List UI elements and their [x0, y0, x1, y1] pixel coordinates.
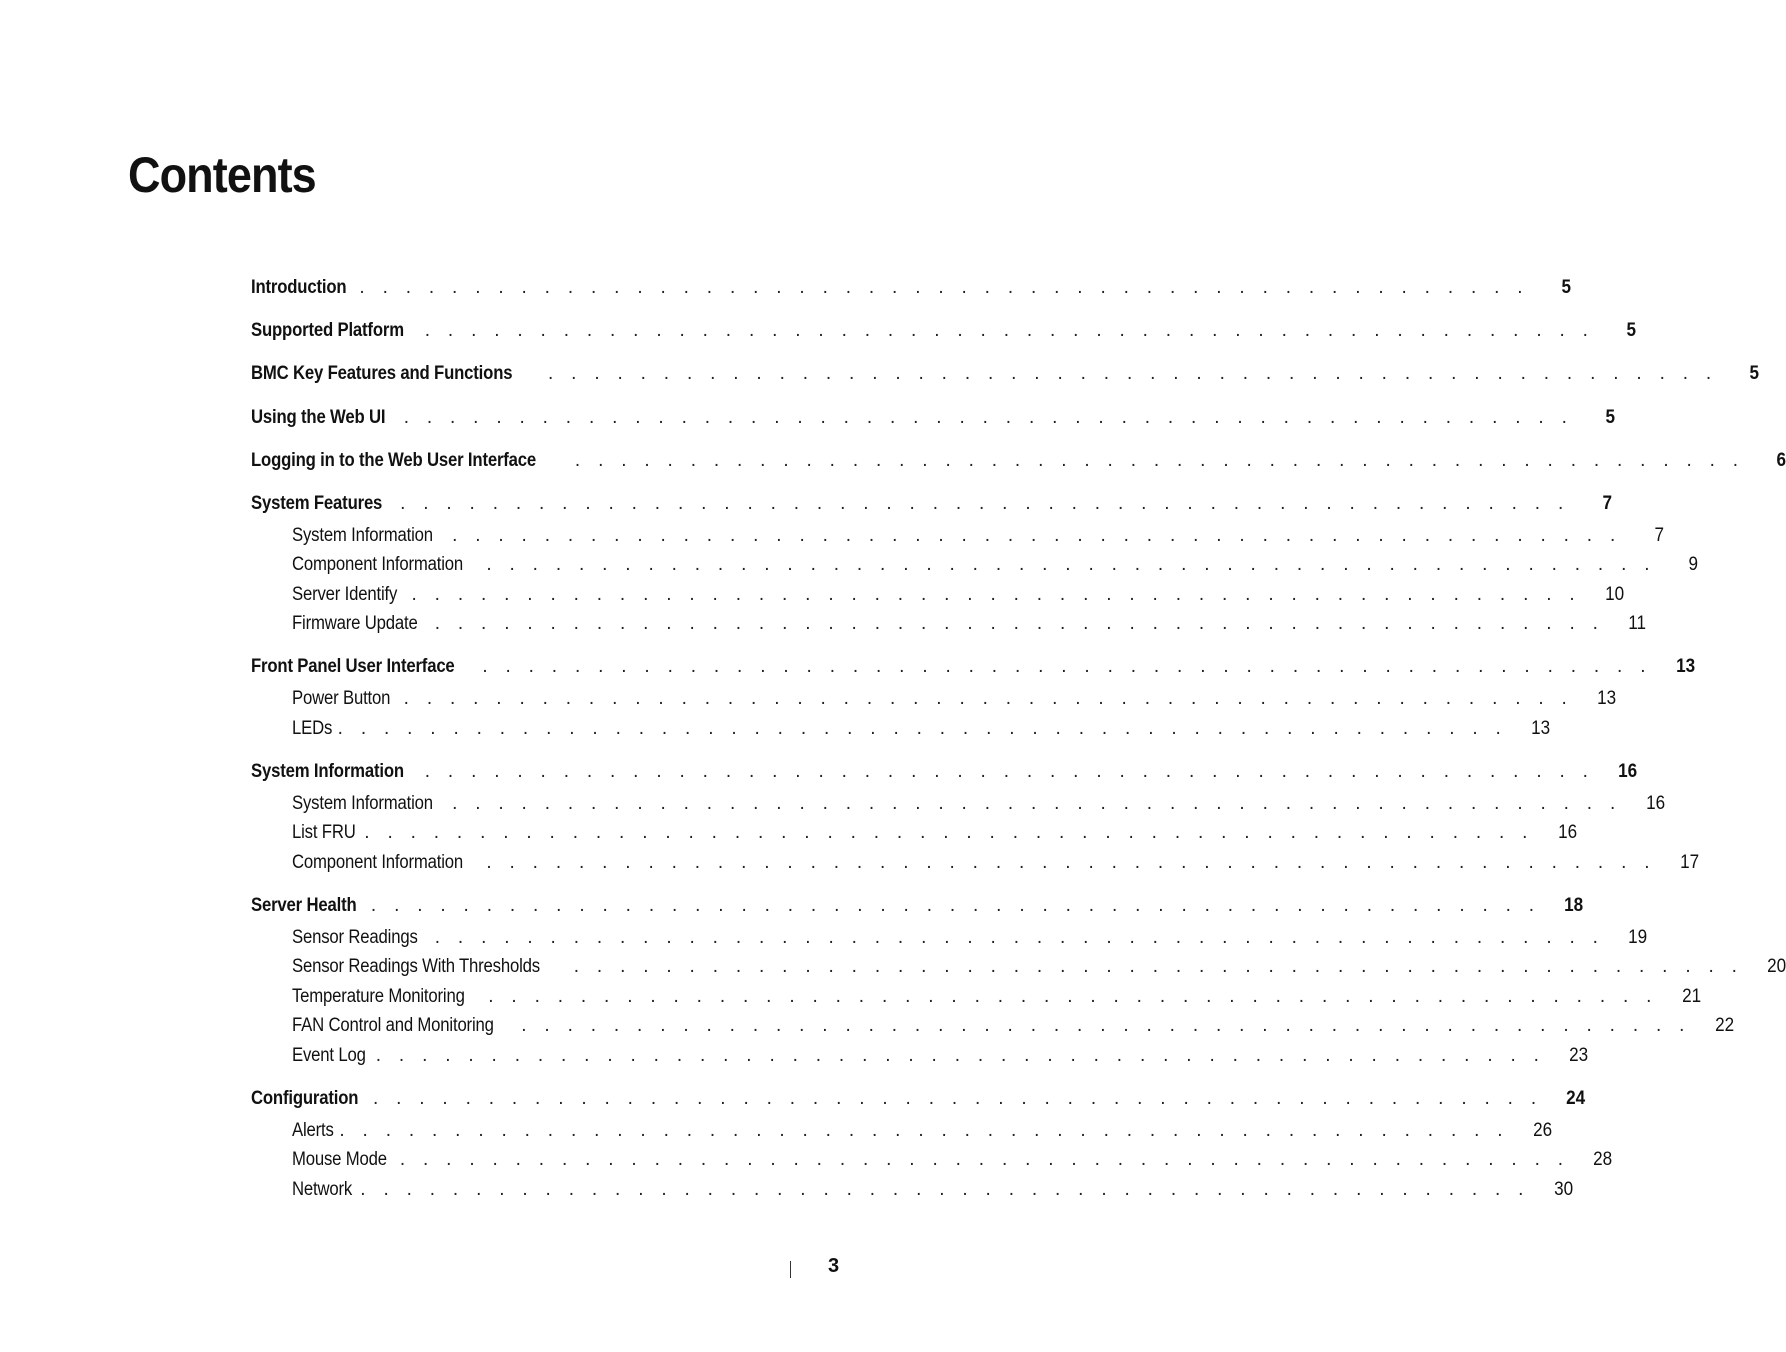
- toc-entry[interactable]: [251, 611, 1647, 637]
- toc-entry-page-number: 16: [1645, 793, 1665, 814]
- toc-entry-page-number: 20: [1767, 956, 1786, 977]
- toc-dot-leader: . . . . . . . . . . . . . . . . . . . . . . . . . . . . . . . . . . . . . . . . . . . . . . . . . . .: [337, 718, 1508, 739]
- toc-entry-page-number: 5: [1605, 407, 1616, 428]
- toc-entry[interactable]: [251, 491, 1612, 517]
- toc-entry-label: Server Identify: [292, 584, 398, 605]
- toc-entry-label: Sensor Readings With Thresholds: [292, 956, 540, 977]
- toc-entry-label: Power Button: [292, 688, 391, 709]
- toc-entry[interactable]: [251, 791, 1665, 817]
- toc-dot-leader: . . . . . . . . . . . . . . . . . . . . . . . . . . . . . . . . . . . . . . . . . . . . . . . . . . .: [424, 761, 1595, 782]
- toc-entry[interactable]: [251, 654, 1695, 680]
- toc-entry-page-number: 10: [1605, 584, 1625, 605]
- toc-entry[interactable]: [251, 820, 1577, 846]
- toc-entry-label: Front Panel User Interface: [251, 656, 455, 677]
- toc-entry-label: Sensor Readings: [292, 927, 418, 948]
- toc-entry[interactable]: [251, 850, 1699, 876]
- toc-entry[interactable]: [251, 1147, 1613, 1173]
- toc-entry-page-number: 16: [1618, 761, 1638, 782]
- toc-dot-leader: . . . . . . . . . . . . . . . . . . . . . . . . . . . . . . . . . . . . . . . . . . . . . . . . . . .: [399, 1149, 1570, 1170]
- toc-entry-label: Firmware Update: [292, 613, 418, 634]
- toc-entry-page-number: 7: [1654, 525, 1664, 546]
- toc-entry-label: Mouse Mode: [292, 1149, 387, 1170]
- toc-dot-leader: . . . . . . . . . . . . . . . . . . . . . . . . . . . . . . . . . . . . . . . . . . . . . . . . . . .: [482, 656, 1652, 677]
- toc-entry[interactable]: [251, 925, 1648, 951]
- toc-dot-leader: . . . . . . . . . . . . . . . . . . . . . . . . . . . . . . . . . . . . . . . . . . . . . . . . . . .: [403, 407, 1574, 428]
- toc-entry[interactable]: [251, 523, 1664, 549]
- toc-entry-label: FAN Control and Monitoring: [292, 1015, 494, 1036]
- toc-entry[interactable]: [251, 552, 1698, 578]
- toc-entry-label: System Features: [251, 493, 383, 514]
- toc-entry[interactable]: [251, 954, 1786, 980]
- toc-entry[interactable]: [251, 984, 1701, 1010]
- toc-entry-label: Alerts: [292, 1120, 334, 1141]
- toc-dot-leader: . . . . . . . . . . . . . . . . . . . . . . . . . . . . . . . . . . . . . . . . . . . . . . . . . . .: [574, 450, 1745, 471]
- toc-entry-page-number: 5: [1626, 320, 1637, 341]
- toc-entry[interactable]: [251, 1043, 1589, 1069]
- toc-dot-leader: . . . . . . . . . . . . . . . . . . . . . . . . . . . . . . . . . . . . . . . . . . . . . . . . . . .: [372, 1088, 1543, 1109]
- toc-entry[interactable]: [251, 759, 1638, 785]
- toc-entry-label: Logging in to the Web User Interface: [251, 450, 537, 471]
- toc-entry-label: BMC Key Features and Functions: [251, 363, 513, 384]
- toc-entry-label: Network: [292, 1179, 353, 1200]
- toc-entry-page-number: 16: [1557, 822, 1577, 843]
- toc-entry-page-number: 17: [1679, 852, 1699, 873]
- toc-entry-page-number: 21: [1681, 986, 1701, 1007]
- toc-entry-label: Configuration: [251, 1088, 359, 1109]
- footer-divider: [790, 1261, 791, 1278]
- toc-entry-page-number: 5: [1561, 277, 1571, 298]
- toc-entry-page-number: 23: [1569, 1045, 1589, 1066]
- toc-dot-leader: . . . . . . . . . . . . . . . . . . . . . . . . . . . . . . . . . . . . . . . . . . . . . . . . . . .: [548, 363, 1718, 384]
- toc-entry-label: LEDs: [292, 718, 333, 739]
- toc-dot-leader: . . . . . . . . . . . . . . . . . . . . . . . . . . . . . . . . . . . . . . . . . . . . . . . . . . .: [400, 493, 1570, 514]
- toc-entry-page-number: 26: [1532, 1120, 1552, 1141]
- toc-dot-leader: . . . . . . . . . . . . . . . . . . . . . . . . . . . . . . . . . . . . . . . . . . . . . . . . . . .: [364, 822, 1534, 843]
- toc-entry-page-number: 5: [1749, 363, 1760, 384]
- toc-entry-page-number: 30: [1553, 1179, 1573, 1200]
- toc-dot-leader: . . . . . . . . . . . . . . . . . . . . . . . . . . . . . . . . . . . . . . . . . . . . . . . . . . .: [452, 525, 1622, 546]
- toc-entry-page-number: 22: [1714, 1015, 1734, 1036]
- toc-entry-label: Supported Platform: [251, 320, 404, 341]
- toc-entry[interactable]: [251, 1118, 1552, 1144]
- toc-entry-label: Using the Web UI: [251, 407, 386, 428]
- toc-entry-label: Temperature Monitoring: [292, 986, 465, 1007]
- toc-entry-label: List FRU: [292, 822, 356, 843]
- toc-entry-page-number: 9: [1688, 554, 1698, 575]
- toc-entry-page-number: 7: [1602, 493, 1612, 514]
- toc-entry-page-number: 13: [1531, 718, 1551, 739]
- toc-entry-label: Component Information: [292, 554, 464, 575]
- toc-entry[interactable]: [251, 716, 1551, 742]
- toc-entry-page-number: 18: [1564, 895, 1584, 916]
- toc-entry-label: System Information: [292, 793, 433, 814]
- toc-entry[interactable]: [251, 1177, 1573, 1203]
- toc-entry[interactable]: [251, 893, 1584, 919]
- toc-entry-page-number: 13: [1675, 656, 1695, 677]
- toc-dot-leader: . . . . . . . . . . . . . . . . . . . . . . . . . . . . . . . . . . . . . . . . . . . . . . . . . . .: [434, 613, 1605, 634]
- toc-dot-leader: . . . . . . . . . . . . . . . . . . . . . . . . . . . . . . . . . . . . . . . . . . . . . . . . . . .: [424, 320, 1595, 341]
- toc-dot-leader: . . . . . . . . . . . . . . . . . . . . . . . . . . . . . . . . . . . . . . . . . . . . . . . . . . .: [360, 1179, 1530, 1200]
- toc-dot-leader: . . . . . . . . . . . . . . . . . . . . . . . . . . . . . . . . . . . . . . . . . . . . . . . . . . .: [434, 927, 1605, 948]
- toc-entry-page-number: 11: [1628, 613, 1647, 634]
- toc-entry[interactable]: [251, 1013, 1734, 1039]
- toc-entry-page-number: 28: [1593, 1149, 1613, 1170]
- toc-entry[interactable]: [251, 686, 1617, 712]
- toc-dot-leader: . . . . . . . . . . . . . . . . . . . . . . . . . . . . . . . . . . . . . . . . . . . . . . . . . . .: [359, 277, 1529, 298]
- toc-dot-leader: . . . . . . . . . . . . . . . . . . . . . . . . . . . . . . . . . . . . . . . . . . . . . . . . . . .: [339, 1120, 1509, 1141]
- toc-entry-label: Event Log: [292, 1045, 366, 1066]
- toc-entry[interactable]: [251, 318, 1637, 344]
- toc-dot-leader: . . . . . . . . . . . . . . . . . . . . . . . . . . . . . . . . . . . . . . . . . . . . . . . . . . .: [403, 688, 1574, 709]
- toc-dot-leader: . . . . . . . . . . . . . . . . . . . . . . . . . . . . . . . . . . . . . . . . . . . . . . . . . . .: [486, 554, 1656, 575]
- toc-entry[interactable]: [251, 582, 1625, 608]
- toc-entry[interactable]: [251, 361, 1760, 387]
- toc-dot-leader: . . . . . . . . . . . . . . . . . . . . . . . . . . . . . . . . . . . . . . . . . . . . . . . . . . .: [411, 584, 1581, 605]
- toc-entry-page-number: 24: [1566, 1088, 1586, 1109]
- toc-entry-label: Server Health: [251, 895, 357, 916]
- footer-page-number: 3: [828, 1255, 840, 1277]
- toc-entry-label: System Information: [251, 761, 404, 782]
- toc-dot-leader: . . . . . . . . . . . . . . . . . . . . . . . . . . . . . . . . . . . . . . . . . . . . . . . . . . .: [488, 986, 1658, 1007]
- toc-entry[interactable]: [251, 1086, 1586, 1112]
- toc-entry[interactable]: [251, 405, 1616, 431]
- toc-entry-label: Introduction: [251, 277, 347, 298]
- toc-entry-page-number: 19: [1628, 927, 1648, 948]
- toc-entry[interactable]: [251, 448, 1786, 474]
- toc-entry-label: System Information: [292, 525, 433, 546]
- toc-dot-leader: . . . . . . . . . . . . . . . . . . . . . . . . . . . . . . . . . . . . . . . . . . . . . . . . . . .: [375, 1045, 1546, 1066]
- toc-dot-leader: . . . . . . . . . . . . . . . . . . . . . . . . . . . . . . . . . . . . . . . . . . . . . . . . . . .: [521, 1015, 1691, 1036]
- toc-dot-leader: . . . . . . . . . . . . . . . . . . . . . . . . . . . . . . . . . . . . . . . . . . . . . . . . . . .: [573, 956, 1744, 977]
- toc-entry[interactable]: [251, 275, 1571, 301]
- toc-entry-label: Component Information: [292, 852, 464, 873]
- toc-dot-leader: . . . . . . . . . . . . . . . . . . . . . . . . . . . . . . . . . . . . . . . . . . . . . . . . . . .: [486, 852, 1656, 873]
- toc-entry-page-number: 6: [1776, 450, 1786, 471]
- page-title: Contents: [128, 147, 316, 203]
- toc-dot-leader: . . . . . . . . . . . . . . . . . . . . . . . . . . . . . . . . . . . . . . . . . . . . . . . . . . .: [370, 895, 1541, 916]
- toc-entry-page-number: 13: [1597, 688, 1617, 709]
- toc-dot-leader: . . . . . . . . . . . . . . . . . . . . . . . . . . . . . . . . . . . . . . . . . . . . . . . . . . .: [452, 793, 1622, 814]
